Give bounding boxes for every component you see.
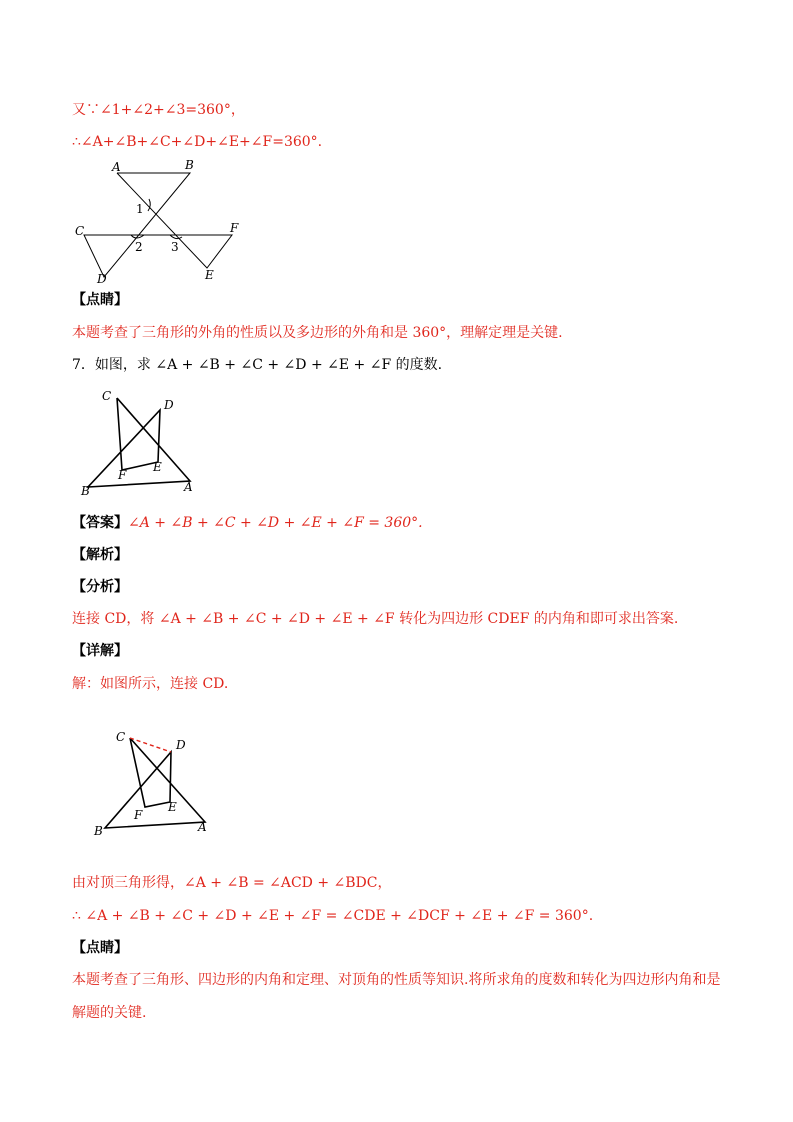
fig2-label-B: B (81, 484, 90, 498)
fig2-label-D: D (164, 398, 174, 412)
fig3-label-C: C (116, 730, 126, 744)
dianjing-text-1: 本题考查了三角形的外角的性质以及多边形的外角和是 360°，理解定理是关键. (72, 325, 563, 341)
figure-1-two-triangles (72, 155, 252, 285)
dianjing-heading-1: 【点睛】 (72, 292, 128, 308)
proof-line-1: 又∵∠1+∠2+∠3=360°， (72, 102, 245, 118)
answer-text: ∠A + ∠B + ∠C + ∠D + ∠E + ∠F = 360°. (128, 515, 423, 531)
fig1-label-3: 3 (171, 240, 179, 254)
fenxi-text: 连接 CD，将 ∠A + ∠B + ∠C + ∠D + ∠E + ∠F 转化为四边形 CDEF 的内角和即可求出答案. (72, 611, 679, 627)
fig2-label-C: C (102, 389, 112, 403)
fig3-label-A: A (198, 820, 207, 834)
fig3-label-E: E (168, 800, 177, 814)
step-1: 由对顶三角形得，∠A + ∠B = ∠ACD + ∠BDC， (72, 875, 392, 891)
dianjing-heading-2: 【点睛】 (72, 940, 128, 956)
jiexi-heading: 【解析】 (72, 547, 128, 563)
dianjing-text-2a: 本题考查了三角形、四边形的内角和定理、对顶角的性质等知识.将所求角的度数和转化为四边形内角和是 (72, 972, 721, 988)
xiangjie-heading: 【详解】 (72, 643, 128, 659)
fig3-label-F: F (134, 808, 143, 822)
xiangjie-text: 解：如图所示，连接 CD. (72, 676, 229, 692)
answer-line (72, 513, 423, 533)
fig1-label-1: 1 (136, 202, 144, 216)
fig1-label-E: E (205, 268, 214, 282)
fig1-label-B: B (185, 158, 194, 172)
proof-line-2: ∴∠A+∠B+∠C+∠D+∠E+∠F=360°. (72, 134, 323, 150)
dianjing-text-2b: 解题的关键. (72, 1005, 147, 1021)
fig3-label-D: D (176, 738, 186, 752)
fig2-label-A: A (184, 480, 193, 494)
fig1-label-A: A (112, 160, 121, 174)
figure-3-solution (90, 725, 230, 840)
answer-label: 【答案】 (72, 515, 128, 531)
question-7: 7．如图，求 ∠A + ∠B + ∠C + ∠D + ∠E + ∠F 的度数. (72, 357, 443, 373)
fig3-label-B: B (94, 824, 103, 838)
fig2-label-F: F (118, 468, 127, 482)
fig1-label-2: 2 (135, 240, 143, 254)
step-2: ∴ ∠A + ∠B + ∠C + ∠D + ∠E + ∠F = ∠CDE + ∠DCF + ∠E + ∠F = 360°. (72, 908, 594, 924)
fig2-label-E: E (153, 460, 162, 474)
fig1-label-C: C (75, 224, 85, 238)
fig1-label-D: D (97, 272, 107, 286)
figure-2-problem (72, 385, 212, 500)
fig1-label-F: F (230, 221, 239, 235)
fenxi-heading: 【分析】 (72, 579, 128, 595)
